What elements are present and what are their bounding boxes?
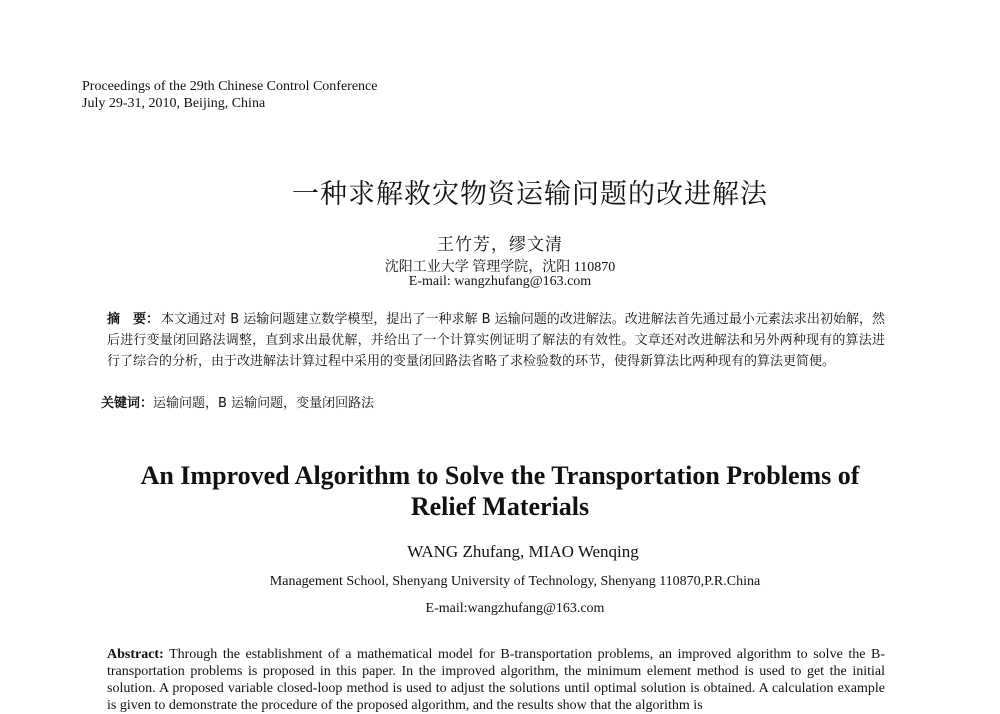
english-abstract-label: Abstract: [107,647,164,662]
proceedings-conference: Proceedings of the 29th Chinese Control Conference [82,79,378,94]
chinese-authors: 王竹芳，缪文清 [437,235,563,255]
english-title [0,460,1000,522]
chinese-keywords [101,392,374,411]
chinese-abstract [107,309,885,372]
chinese-abstract-label: 摘 要： [107,312,160,327]
english-title-line1: An Improved Algorithm to Solve the Transportation Problems of [140,461,860,490]
chinese-email: E-mail: wangzhufang@163.com [408,274,592,289]
english-authors: WANG Zhufang, MIAO Wenqing [407,542,639,561]
english-affiliation: Management School, Shenyang University of Technology, Shenyang 110870,P.R.China [269,574,761,589]
chinese-abstract-text: 本文通过对 B 运输问题建立数学模型，提出了一种求解 B 运输问题的改进解法。改进解法首先通过最小元素法求出初始解，然后进行变量闭回路法调整，直到求出最优解，并给出了一个计算实例证明了解法的有效性。文章还对改进解法和另外两种现有的算法进行了综合的分析，由于改进解法计算过程中采用的变量闭回路法省略了求检验数的环节，使得新算法比两种现有的算法更简便。 [107,312,885,369]
chinese-affiliation: 沈阳工业大学 管理学院，沈阳 110870 [384,260,616,275]
chinese-keywords-label: 关键词： [101,396,154,411]
english-title-line2: Relief Materials [410,492,590,521]
proceedings-header [82,78,377,112]
chinese-title: 一种求解救灾物资运输问题的改进解法 [292,179,768,210]
english-abstract [107,646,885,714]
english-email: E-mail:wangzhufang@163.com [425,601,605,616]
english-abstract-text: Through the establishment of a mathematical model for B-transportation problems, an improved algorithm to solve the B-transportation problems is proposed in this paper. In the improved algorithm, the minimum element method is used to get the initial solution. A proposed variable closed-loop method is used to adjust the solutions until optimal solution is obtained. A calculation example is given to demonstrate the procedure of the proposed algorithm, and the results show that the algorithm is [107,647,885,713]
chinese-keywords-text: 运输问题，B 运输问题，变量闭回路法 [153,396,375,411]
proceedings-date-location: July 29-31, 2010, Beijing, China [82,96,266,111]
